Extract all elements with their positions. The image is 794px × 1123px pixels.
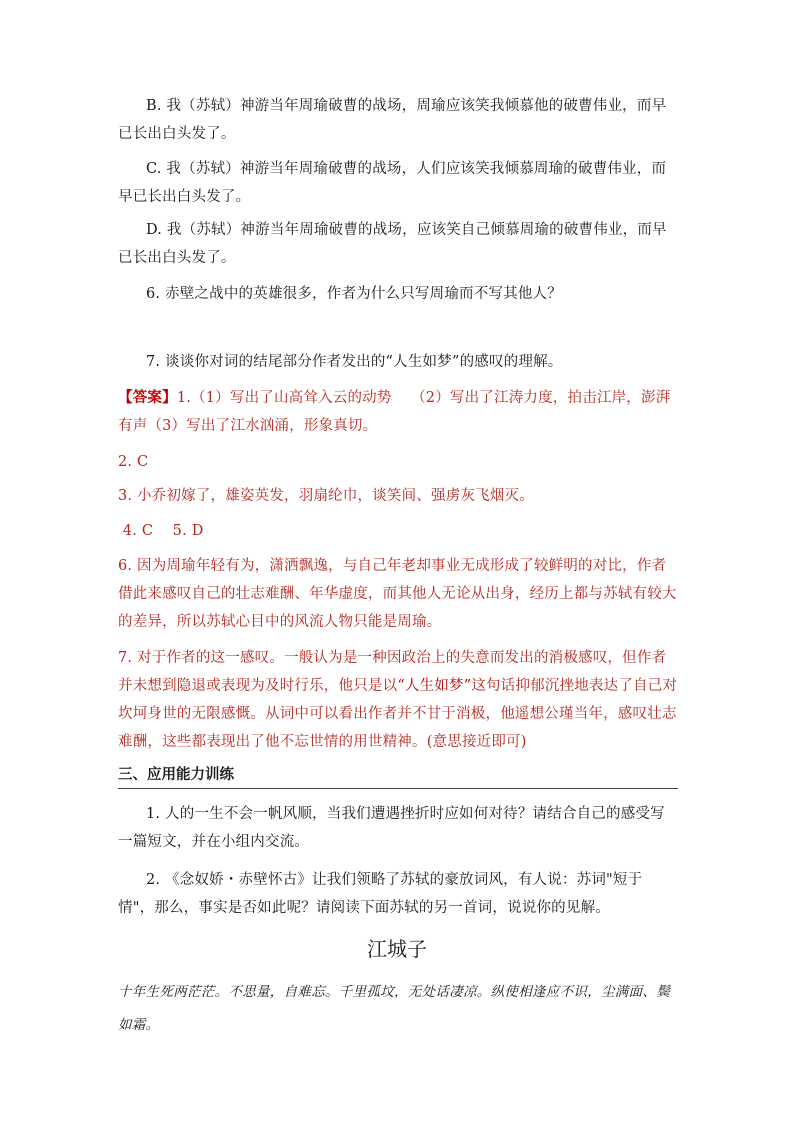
section-3-question-1: 1. 人的一生不会一帆风顺，当我们遭遇挫折时应如何对待？请结合自己的感受写一篇短文，并在小组内交流。 — [118, 806, 665, 850]
answer-1 — [118, 384, 678, 440]
option-d: D. 我（苏轼）神游当年周瑜破曹的战场，应该笑自己倾慕周瑜的破曹伟业，而早已长出白头发了。 — [118, 222, 667, 266]
answer-7-part1: 7. 对于作者的这一感叹。一般认为是一种因政治上的失意而发出的消极感叹，但作者并未想到隐退或表现为及时行乐，他只是以 — [118, 650, 667, 694]
answer-2: 2. C — [118, 454, 149, 470]
option-b: B. 我（苏轼）神游当年周瑜破曹的战场，周瑜应该笑我倾慕他的破曹伟业，而早已长出白头发了。 — [118, 98, 667, 142]
poem-title: 江城子 — [367, 937, 427, 961]
answer-3: 3. 小乔初嫁了，雄姿英发，羽扇纶巾，谈笑间、强虏灰飞烟灭。 — [118, 488, 534, 504]
question-6: 6. 赤壁之战中的英雄很多，作者为什么只写周瑜而不写其他人？ — [146, 286, 562, 302]
option-c: C. 我（苏轼）神游当年周瑜破曹的战场，人们应该笑我倾慕周瑜的破曹伟业，而早已长出白头发了。 — [118, 161, 667, 205]
answer-1-text: 1.（1）写出了山高耸入云的动势 （2）写出了江涛力度，拍击江岸，澎湃有声（3）写出了江水汹涌，形象真切。 — [118, 390, 671, 434]
question-7: 7. 谈谈你对词的结尾部分作者发出的“人生如梦”的感叹的理解。 — [146, 354, 563, 370]
answer-6: 6. 因为周瑜年轻有为，潇洒飘逸，与自己年老却事业无成形成了较鲜明的对比，作者借此来感叹自己的壮志难酬、年华虚度，而其他人无论从出身，经历上都与苏轼有较大的差异，所以苏轼心目中的风流人物只能是周瑜。 — [118, 558, 677, 630]
answer-7 — [118, 644, 678, 756]
section-3-rule — [118, 788, 678, 789]
section-3-heading: 三、应用能力训练 — [118, 767, 234, 783]
answer-4-5: 4. C 5. D — [118, 523, 204, 539]
answer-7-quote: “人生如梦” — [397, 678, 472, 694]
poem-text: 十年生死两茫茫。不思量，自难忘。千里孤坟，无处话凄凉。纵使相逢应不识，尘满面、鬓如霜。 — [118, 984, 670, 1033]
section-3-question-2: 2. 《念奴娇・赤壁怀古》让我们领略了苏轼的豪放词风，有人说：苏词"短于情"，那么，事实是否如此呢？请阅读下面苏轼的另一首词，说说你的见解。 — [118, 872, 643, 916]
answer-label: 【答案】 — [118, 389, 177, 406]
answer-7-part2: 这句话抑郁沉挫地表达了自己对坎坷身世的无限感慨。从词中可以看出作者并不甘于消极，他遥想公瑾当年，感叹壮志难酬，这些都表现出了他不忘世情的用世精神。(意思接近即可) — [118, 678, 678, 750]
